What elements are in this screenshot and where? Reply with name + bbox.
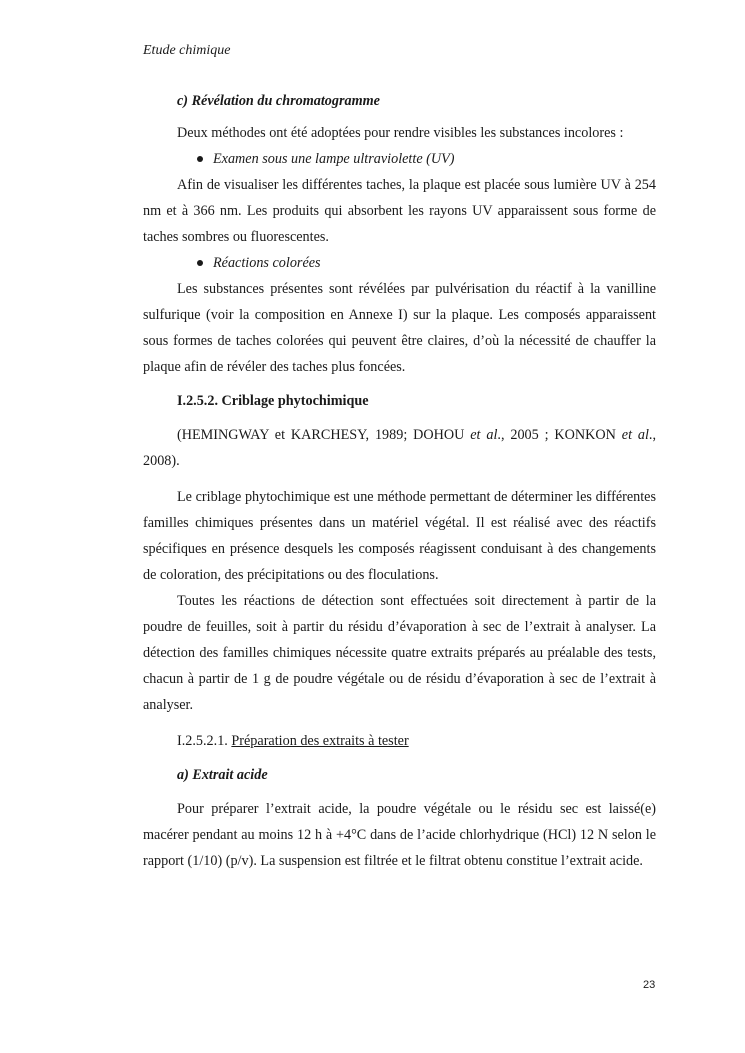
ref-etal-2: et al [621, 427, 649, 443]
page-number: 23 [643, 979, 656, 991]
bullet-uv [143, 146, 656, 172]
bullet-uv-text: Examen sous une lampe ultraviolette (UV) [213, 151, 455, 167]
ref-text-1: (HEMINGWAY et KARCHESY, 1989; DOHOU [177, 427, 471, 443]
section-c-title: c) Révélation du chromatogramme [177, 93, 380, 109]
bullet-colored-reactions [143, 250, 656, 276]
ref-etal-1: et al [470, 427, 498, 443]
sub-a-title: a) Extrait acide [177, 767, 268, 783]
section-2521-title [143, 728, 656, 754]
section-2521-title-text: Préparation des extraits à tester [231, 733, 409, 749]
section-252-para-1: Le criblage phytochimique est une méthode permettant de déterminer les différentes familles chimiques présentes dans un matériel végétal. Il est réalisé avec des réactifs spécifiques en présence desquels les composés réagissent conduisant à des changements de coloration, des précipitations ou des floculations. [143, 489, 656, 583]
ref-text-3: ., 2008). [143, 427, 657, 469]
running-header: Etude chimique [143, 43, 231, 58]
ref-text-2: ., 2005 ; KONKON [497, 427, 622, 443]
section-c-para-colored: Les substances présentes sont révélées par pulvérisation du réactif à la vanilline sulfurique (voir la composition en Annexe I) sur la plaque. Les composés apparaissent sous formes de taches colorées qui peuvent être claires, d’où la nécessité de chauffer la plaque afin de révéler des taches plus foncées. [143, 281, 656, 375]
section-c-para-uv: Afin de visualiser les différentes taches, la plaque est placée sous lumière UV à 254 nm et à 366 nm. Les produits qui absorbent les rayons UV apparaissent sous forme de taches sombres ou fluorescentes. [143, 177, 656, 245]
section-252-para-2: Toutes les réactions de détection sont effectuées soit directement à partir de la poudre de feuilles, soit à partir du résidu d’évaporation à sec de l’extrait à analyser. La détection des familles chimiques nécessite quatre extraits préparés au préalable des tests, chacun à partir de 1 g de poudre végétale ou de résidu d’évaporation à sec de l’extrait à analyser. [143, 593, 656, 713]
sub-a-para: Pour préparer l’extrait acide, la poudre végétale ou le résidu sec est laissé(e) macérer pendant au moins 12 h à +4°C dans de l’acide chlorhydrique (HCl) 12 N selon le rapport (1/10) (p/v). La suspension est filtrée et le filtrat obtenu constitue l’extrait acide. [143, 801, 656, 869]
page-body [143, 88, 656, 874]
section-252-title: I.2.5.2. Criblage phytochimique [177, 393, 369, 409]
section-252-references [143, 422, 656, 474]
section-c-intro: Deux méthodes ont été adoptées pour rendre visibles les substances incolores : [177, 125, 624, 141]
bullet-colored-reactions-text: Réactions colorées [213, 255, 321, 271]
bullet-dot-icon [197, 156, 203, 162]
bullet-dot-icon [197, 260, 203, 266]
section-2521-number: I.2.5.2.1. [177, 733, 232, 749]
